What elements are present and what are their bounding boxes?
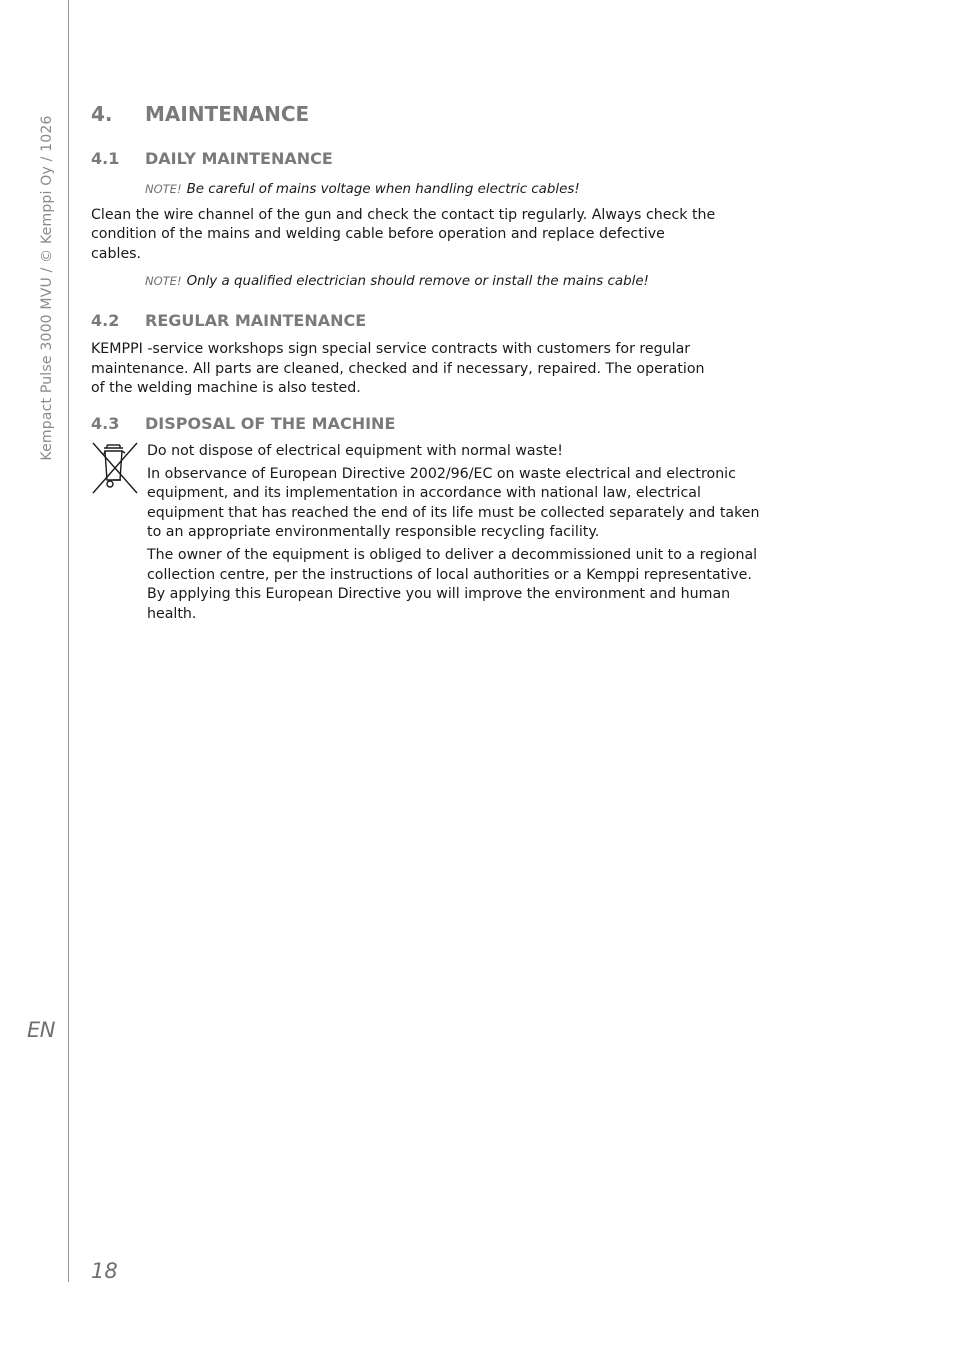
disposal-owner-paragraph: The owner of the equipment is obliged to deliver a decommissioned unit to a regional collection centre, per the instructions of local authorities or a Kemppi representative. By applying this European Directive you will improve the environment and human health. <box>147 547 758 622</box>
page-content <box>91 100 781 624</box>
section-heading-daily-maintenance <box>91 148 781 170</box>
disposal-block <box>91 442 781 624</box>
document-label: Kempact Pulse 3000 MVU / © Kemppi Oy / 1026 <box>39 115 55 461</box>
regular-maintenance-body: KEMPPI -service workshops sign special service contracts with customers for regular maintenance. All parts are cleaned, checked and if necessary, repaired. The operation of the welding machine is also tested. <box>91 341 705 397</box>
note-mains-voltage <box>145 179 770 200</box>
page-number: 18 <box>91 1259 118 1283</box>
disposal-warning: Do not dispose of electrical equipment with normal waste! <box>147 443 563 460</box>
section-number: 4.2 <box>91 311 120 331</box>
disposal-directive-paragraph: In observance of European Directive 2002/96/EC on waste electrical and electronic equipment, and its implementation in accordance with national law, electrical equipment that has reached the end of its life must be collected separately and taken to an appropriate environmentally responsible recycling facility. <box>147 465 760 541</box>
note-tag: NOTE! <box>145 182 182 196</box>
note-qualified-electrician <box>145 271 770 292</box>
chapter-heading <box>91 100 781 128</box>
section-heading-regular-maintenance <box>91 310 781 332</box>
disposal-text <box>147 442 772 624</box>
chapter-title: MAINTENANCE <box>145 102 310 126</box>
chapter-number: 4. <box>91 102 113 126</box>
language-code: EN <box>27 1018 55 1042</box>
margin-rule <box>68 0 69 1282</box>
note-tag: NOTE! <box>145 274 182 289</box>
section-number: 4.1 <box>91 149 120 168</box>
note-text: Be careful of mains voltage when handling electric cables! <box>186 182 580 197</box>
section-number: 4.3 <box>91 414 120 434</box>
note-text: Only a qualified electrician should remove or install the mains cable! <box>186 274 649 290</box>
section-title: DAILY MAINTENANCE <box>145 149 333 168</box>
section-title: REGULAR MAINTENANCE <box>145 311 367 331</box>
section-title: DISPOSAL OF THE MACHINE <box>145 414 396 434</box>
crossed-out-wheelie-bin-icon <box>91 442 147 624</box>
daily-maintenance-body: Clean the wire channel of the gun and check the contact tip regularly. Always check the condition of the mains and welding cable before operation and replace defective cables. <box>91 207 716 262</box>
section-heading-disposal <box>91 413 781 435</box>
